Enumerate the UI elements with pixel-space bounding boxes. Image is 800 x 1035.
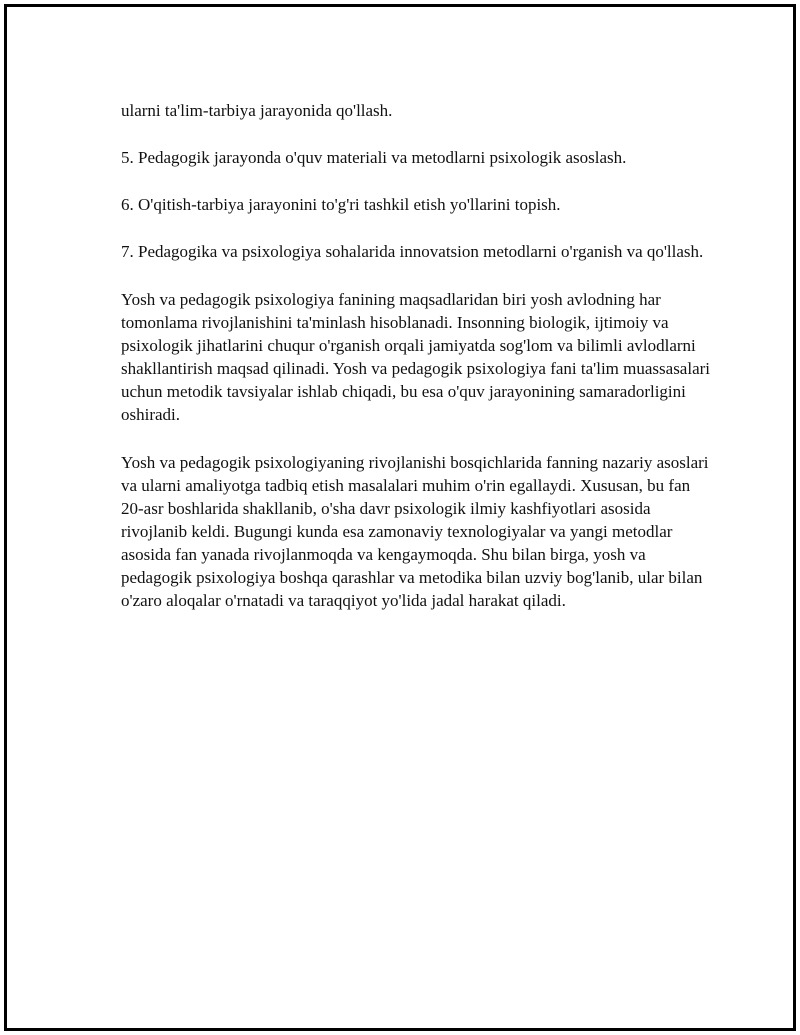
document-body <box>121 99 711 612</box>
body-paragraph: Yosh va pedagogik psixologiya fanining maqsadlaridan biri yosh avlodning har tomonlama rivojlanishini ta'minlash hisoblanadi. Insonning biologik, ijtimoiy va psixologik jihatlarini chuqur o'rganish orqali jamiyatda sog'lom va bilimli avlodlarni shakllantirish maqsad qilinadi. Yosh va pedagogik psixologiya fani ta'lim muassasalari uchun metodik tavsiyalar ishlab chiqadi, bu esa o'quv jarayonining samaradorligini oshiradi. <box>121 290 711 424</box>
list-item: 6. O'qitish-tarbiya jarayonini to'g'ri tashkil etish yo'llarini topish. <box>121 195 561 214</box>
page-frame <box>4 4 796 1031</box>
list-item: 5. Pedagogik jarayonda o'quv materiali va metodlarni psixologik asoslash. <box>121 148 627 167</box>
body-paragraph: Yosh va pedagogik psixologiyaning rivojlanishi bosqichlarida fanning nazariy asoslari va ularni amaliyotga tadbiq etish masalalari muhim o'rin egallaydi. Xususan, bu fan 20-asr boshlarida shakllanib, o'sha davr psixologik ilmiy kashfiyotlari asosida rivojlanib keldi. Bugungi kunda esa zamonaviy texnologiyalar va yangi metodlar asosida fan yanada rivojlanmoqda va kengaymoqda. Shu bilan birga, yosh va pedagogik psixologiya boshqa qarashlar va metodika bilan uzviy bog'lanib, ular bilan o'zaro aloqalar o'rnatadi va taraqqiyot yo'lida jadal harakat qiladi. <box>121 453 709 610</box>
continuation-line: ularni ta'lim-tarbiya jarayonida qo'llash. <box>121 101 393 120</box>
list-item: 7. Pedagogika va psixologiya sohalarida innovatsion metodlarni o'rganish va qo'llash. <box>121 242 704 261</box>
